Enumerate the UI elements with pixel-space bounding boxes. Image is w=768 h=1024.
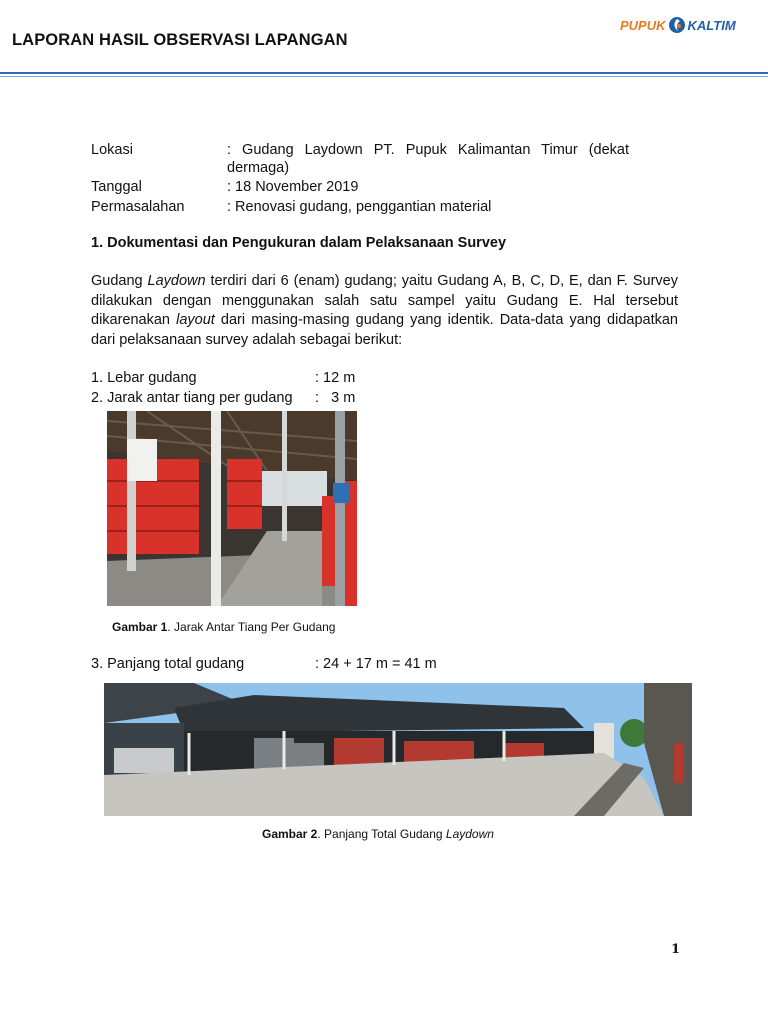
measurement-item-2-label: 2. Jarak antar tiang per gudang [91, 390, 293, 406]
measurement-item-3-label: 3. Panjang total gudang [91, 656, 245, 672]
logo-text-right: KALTIM [687, 17, 736, 33]
pupuk-kaltim-emblem-icon [668, 16, 686, 34]
measurement-item-1-label: 1. Lebar gudang [91, 370, 197, 386]
permasalahan-value: : Renovasi gudang, penggantian material [227, 199, 492, 215]
tanggal-label: Tanggal [91, 179, 142, 195]
lokasi-value [227, 141, 629, 177]
tanggal-value: : 18 November 2019 [227, 179, 359, 195]
page-number: 1 [671, 942, 681, 957]
header-rule [0, 72, 768, 74]
warehouse-panorama-photo [104, 683, 692, 816]
lokasi-value-text: : Gudang Laydown PT. Pupuk Kalimantan Timur (dekat dermaga) [227, 142, 629, 176]
measurement-item-3-value: : 24 + 17 m = 41 m [315, 656, 437, 672]
document-title: LAPORAN HASIL OBSERVASI LAPANGAN [12, 31, 348, 49]
warehouse-interior-photo [107, 411, 357, 606]
lokasi-label: Lokasi [91, 142, 133, 158]
pupuk-kaltim-logo [620, 14, 746, 36]
header-rule-thin [0, 76, 768, 77]
measurement-item-2-value: : 3 m [315, 390, 356, 406]
figure-2-caption: Gambar 2. Panjang Total Gudang Laydown [262, 827, 494, 841]
section-heading: 1. Dokumentasi dan Pengukuran dalam Pelaksanaan Survey [91, 235, 507, 251]
logo-text-left: PUPUK [620, 17, 666, 33]
measurement-item-1-value: : 12 m [315, 370, 356, 386]
section-paragraph: Gudang Laydown terdiri dari 6 (enam) gudang; yaitu Gudang A, B, C, D, E, dan F. Survey dilakukan dengan menggunakan salah satu sampel yaitu Gudang E. Hal tersebut dikarenakan layout dari masing-masing gudang yang identik. Data-data yang didapatkan dari pelaksanaan survey adalah sebagai berikut: [91, 273, 678, 348]
permasalahan-label: Permasalahan [91, 199, 185, 215]
figure-1-caption: Gambar 1. Jarak Antar Tiang Per Gudang [112, 620, 336, 634]
